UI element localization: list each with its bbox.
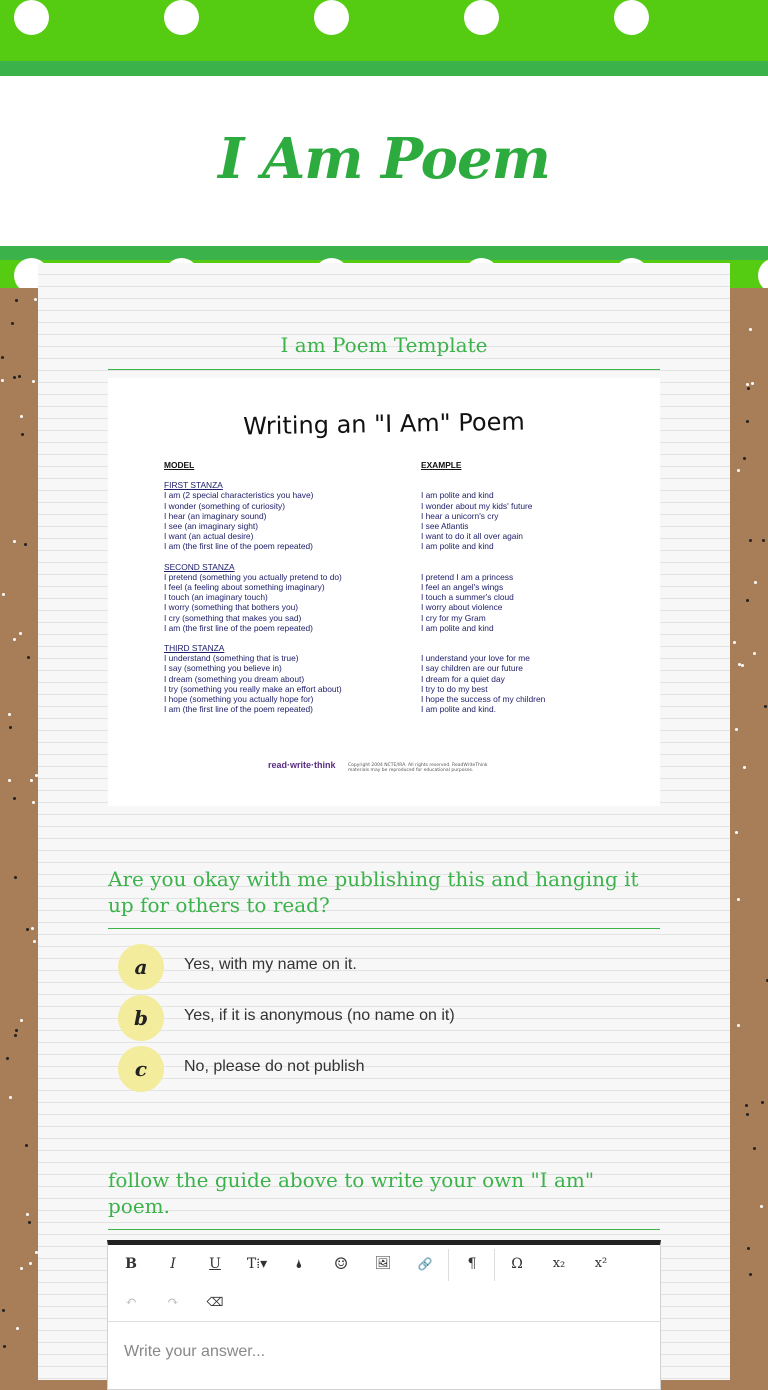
eraser-icon[interactable]: ⌫ <box>206 1295 224 1309</box>
option-b-badge: b <box>118 995 164 1041</box>
template-heading: I am Poem Template <box>280 333 488 357</box>
superscript-button[interactable]: x² <box>594 1256 608 1271</box>
editor-toolbar <box>108 1245 660 1283</box>
page-title: I Am Poem <box>218 126 550 192</box>
option-b-label: Yes, if it is anonymous (no name on it) <box>184 1007 455 1024</box>
answer-editor[interactable] <box>107 1240 661 1390</box>
undo-icon[interactable]: ↶ <box>125 1294 137 1310</box>
option-a[interactable] <box>118 944 638 990</box>
doc-copyright: Copyright 2004 NCTE/IRA. All rights reserved. ReadWriteThink materials may be reproduced for educational purposes. <box>348 763 488 773</box>
option-c[interactable] <box>118 1046 638 1092</box>
text-size-button[interactable]: T⁞▾ <box>246 1256 268 1272</box>
omega-icon[interactable]: Ω <box>511 1256 523 1272</box>
divider <box>108 369 660 370</box>
option-c-badge: c <box>118 1046 164 1092</box>
readwritethink-logo: read·write·think <box>268 760 336 770</box>
question-publish: Are you okay with me publishing this and hanging it up for others to read? <box>108 867 639 917</box>
color-icon[interactable]: 🌢 <box>295 1257 303 1271</box>
italic-button[interactable]: I <box>170 1256 176 1272</box>
paragraph-icon[interactable]: ¶ <box>467 1256 477 1272</box>
link-icon[interactable]: 🔗 <box>417 1257 433 1271</box>
option-a-badge: a <box>118 944 164 990</box>
worksheet-paper <box>38 263 730 1380</box>
bold-button[interactable]: B <box>125 1256 137 1272</box>
image-icon[interactable]: 🖼 <box>374 1256 392 1271</box>
doc-title: Writing an "I Am" Poem <box>242 407 525 441</box>
top-polka-band <box>0 0 768 76</box>
question-write-poem: follow the guide above to write your own "I am" poem. <box>108 1168 595 1218</box>
redo-icon[interactable]: ↷ <box>167 1294 179 1310</box>
poem-template-image[interactable] <box>108 378 660 806</box>
subscript-button[interactable]: x₂ <box>552 1256 566 1271</box>
editor-toolbar-row2 <box>108 1283 660 1321</box>
example-column: EXAMPLE I am polite and kind I wonder about my kids' future I hear a unicorn's cry I see Atlantis I want to do it all over again I am polite and kind I pretend I am a princess I feel an angel's wings I touch a summer's cloud I worry about violence I cry for my Gram I am polite and kind I understand your love for me I say children are our future I dream for a quiet day I try to do my best I hope the success of my children I am polite and kind. <box>421 460 546 715</box>
underline-button[interactable]: U <box>209 1256 221 1272</box>
option-b[interactable] <box>118 995 638 1041</box>
option-a-label: Yes, with my name on it. <box>184 956 357 973</box>
divider <box>108 928 660 929</box>
option-c-label: No, please do not publish <box>184 1058 365 1075</box>
model-column: MODEL FIRST STANZA I am (2 special characteristics you have) I wonder (something of curiosity) I hear (an imaginary sound) I see (an imaginary sight) I want (an actual desire) I am (the first line of the poem repeated) SECOND STANZA I pretend (something you actually pretend to do) I feel (a feeling about something imaginary) I touch (an imaginary touch) I worry (something that bothers you) I cry (something that makes you sad) I am (the first line of the poem repeated) THIRD STANZA I understand (something that is true) I say (something you believe in) I dream (something you dream about) I try (something you really make an effort about) I hope (something you actually hope for) I am (the first line of the poem repeated) <box>164 460 342 715</box>
page-header <box>0 76 768 246</box>
divider <box>108 1229 660 1230</box>
emoji-icon[interactable]: ☺ <box>333 1254 349 1273</box>
answer-input[interactable]: Write your answer... <box>124 1343 266 1360</box>
